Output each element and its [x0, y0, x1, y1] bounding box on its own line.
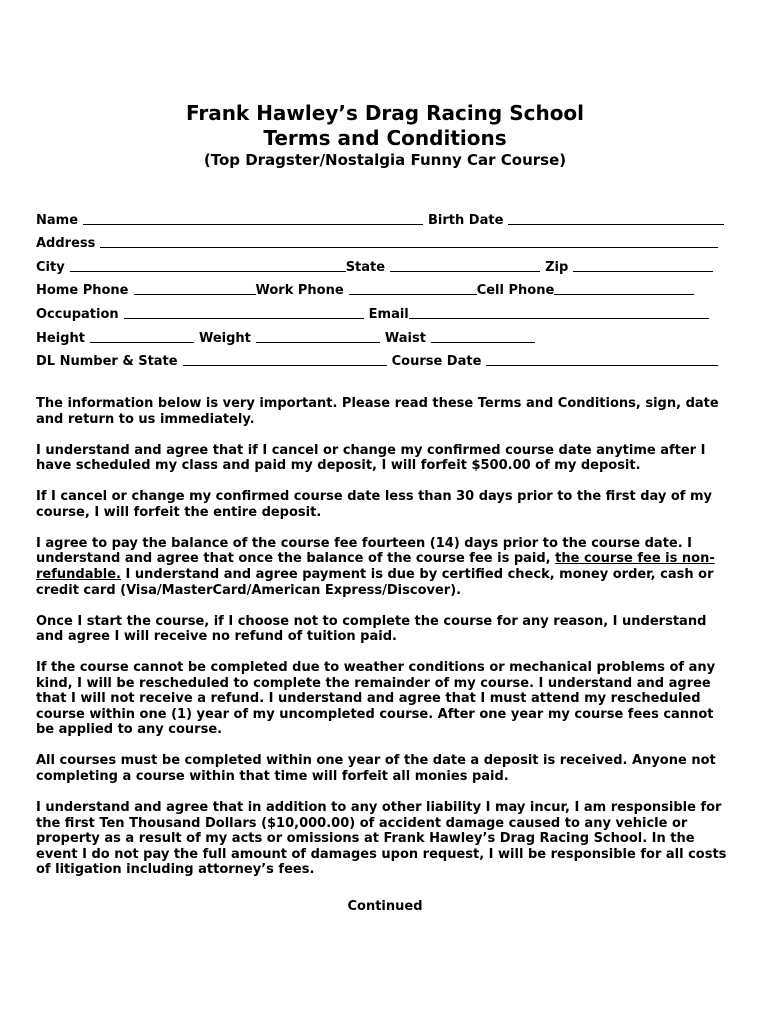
terms-no-refund: Once I start the course, if I choose not to complete the course for any reason, I understand and agree I will receive no refund of tuition paid.	[36, 613, 707, 645]
terms-cancellation-fee: I understand and agree that if I cancel or change my confirmed course date anytime after I have scheduled my class and paid my deposit, I will forfeit $500.00 of my deposit.	[36, 442, 706, 474]
address-field[interactable]	[100, 234, 718, 248]
row-measurements	[36, 322, 736, 346]
row-address	[36, 228, 736, 252]
cell-phone-label: Cell Phone	[476, 283, 555, 299]
terms-weather: If the course cannot be completed due to weather conditions or mechanical problems of any kind, I will be rescheduled to complete the remainder of my course. I understand and agree that I will not receive a refund. I understand and agree that I must attend my rescheduled course within one (1) year of my uncompleted course. After one year my course fees cannot be applied to any course.	[36, 660, 716, 738]
name-label: Name	[36, 212, 79, 228]
row-license	[36, 346, 736, 370]
non-refundable-notice: the course fee is non-refundable.	[36, 551, 715, 582]
weight-field[interactable]	[256, 329, 380, 343]
state-field[interactable]	[390, 258, 540, 272]
birth-date-field[interactable]	[508, 211, 724, 225]
home-phone-label: Home Phone	[36, 283, 129, 299]
row-phones	[36, 275, 736, 299]
cell-phone-field[interactable]	[554, 281, 694, 295]
course-date-label: Course Date	[391, 354, 482, 370]
school-name: Frank Hawley’s Drag Racing School	[185, 101, 585, 125]
page-title: Terms and Conditions	[263, 126, 507, 150]
row-city	[36, 251, 736, 275]
continued-label: Continued	[347, 899, 423, 914]
name-field[interactable]	[83, 211, 423, 225]
zip-label: Zip	[545, 259, 569, 275]
waist-label: Waist	[384, 330, 426, 346]
dl-number-label: DL Number & State	[36, 354, 178, 370]
dl-number-field[interactable]	[183, 352, 387, 366]
email-label: Email	[368, 306, 409, 322]
birth-date-label: Birth Date	[428, 212, 504, 228]
course-date-field[interactable]	[486, 352, 718, 366]
address-label: Address	[36, 236, 96, 252]
state-label: State	[345, 259, 386, 275]
city-field[interactable]	[70, 258, 346, 272]
row-name	[36, 204, 736, 228]
terms-late-cancellation: If I cancel or change my confirmed course date less than 30 days prior to the first day of my course, I will forfeit the entire deposit.	[36, 489, 713, 520]
terms-payment-text-b: I understand and agree payment is due by certified check, money order, cash or credit card (Visa/MasterCard/American Express/Discover).	[36, 566, 714, 598]
occupation-field[interactable]	[124, 305, 364, 319]
work-phone-field[interactable]	[349, 281, 477, 295]
terms-completion-deadline: All courses must be completed within one year of the date a deposit is received. Anyone not completing a course within that time will forfeit all monies paid.	[36, 753, 716, 785]
weight-label: Weight	[198, 330, 251, 346]
email-field[interactable]	[409, 305, 709, 319]
occupation-label: Occupation	[36, 306, 119, 322]
home-phone-field[interactable]	[134, 281, 256, 295]
course-subtitle: (Top Dragster/Nostalgia Funny Car Course)	[203, 151, 567, 169]
terms-payment-text-a: I agree to pay the balance of the course fee fourteen (14) days prior to the course date. I understand and agree that once the balance of the course fee is paid,	[36, 535, 693, 567]
terms-payment	[36, 536, 736, 598]
city-label: City	[36, 259, 65, 275]
row-occupation	[36, 298, 736, 322]
height-field[interactable]	[90, 329, 194, 343]
zip-field[interactable]	[573, 258, 713, 272]
terms-liability: I understand and agree that in addition to any other liability I may incur, I am responsible for the first Ten Thousand Dollars ($10,000.00) of accident damage caused to any vehicle or property as a result of my acts or omissions at Frank Hawley’s Drag Racing School. In the event I do not pay the full amount of damages upon request, I will be responsible for all costs of litigation including attorney’s fees.	[36, 800, 727, 878]
terms-intro: The information below is very important. Please read these Terms and Conditions, sign, date and return to us immediately.	[36, 396, 719, 427]
applicant-info-fields	[36, 204, 736, 369]
height-label: Height	[36, 330, 85, 346]
work-phone-label: Work Phone	[255, 283, 344, 299]
waist-field[interactable]	[431, 329, 535, 343]
terms-body	[36, 396, 736, 893]
